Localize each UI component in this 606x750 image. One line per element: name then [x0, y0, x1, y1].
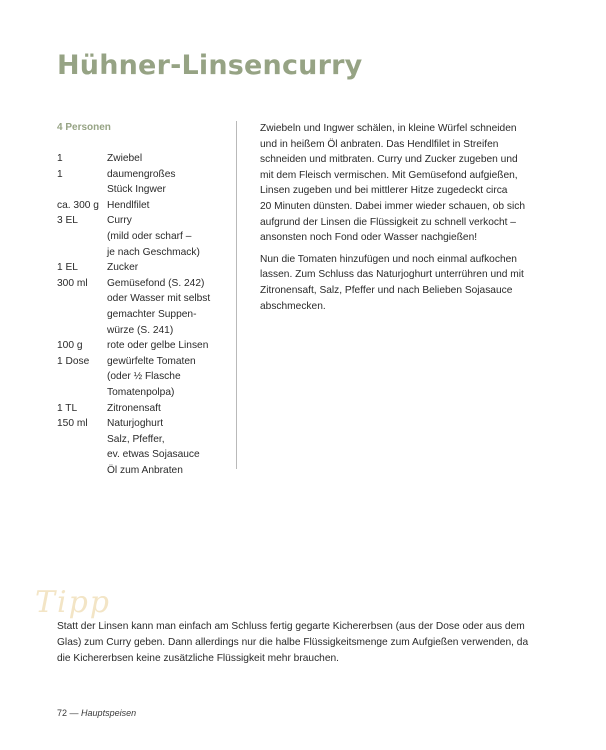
- ingredient-name: [107, 151, 232, 167]
- ingredient-name: [107, 276, 232, 338]
- ingredient-quantity: [57, 463, 107, 479]
- ingredient-name: [107, 167, 232, 198]
- ingredient-row: [57, 432, 232, 448]
- instruction-line: 20 Minuten dünsten. Dabei immer wieder schauen, ob sich: [260, 200, 526, 212]
- ingredient-quantity: 1: [57, 153, 63, 164]
- servings-label: 4 Personen: [57, 122, 111, 133]
- ingredient-text-line: daumengroßes: [107, 168, 176, 180]
- ingredient-text-line: würze (S. 241): [107, 324, 174, 336]
- ingredient-text-line: je nach Geschmack): [107, 246, 200, 258]
- ingredient-row: [57, 463, 232, 479]
- instruction-line: mit dem Fleisch vermischen. Mit Gemüsefond aufgießen,: [260, 169, 518, 181]
- ingredient-quantity: 1: [57, 168, 63, 180]
- instruction-paragraph: [260, 252, 560, 314]
- ingredient-text-line: Stück Ingwer: [107, 184, 166, 196]
- instruction-line: Linsen zugeben und bei mittlerer Hitze zugedeckt circa: [260, 185, 508, 197]
- page-footer: [57, 708, 136, 718]
- ingredient-text-line: Salz, Pfeffer,: [107, 433, 165, 445]
- ingredient-text-line: Gemüsefond (S. 242): [107, 277, 205, 289]
- ingredient-text-line: Zwiebel: [107, 153, 143, 164]
- ingredient-name: [107, 213, 232, 260]
- ingredient-text-line: Tomatenpolpa): [107, 386, 175, 398]
- ingredient-text-line: Zitronensaft: [107, 402, 161, 414]
- ingredient-text-line: oder Wasser mit selbst: [107, 293, 211, 305]
- ingredient-name: [107, 354, 232, 401]
- ingredient-name: [107, 447, 232, 463]
- ingredient-name: [107, 463, 232, 479]
- ingredient-text-line: gemachter Suppen-: [107, 308, 197, 320]
- recipe-title: Hühner-Linsencurry: [57, 50, 363, 81]
- ingredient-row: [57, 213, 232, 260]
- ingredient-row: [57, 354, 232, 401]
- ingredient-row: [57, 167, 232, 198]
- ingredient-name: [107, 416, 232, 432]
- ingredient-text-line: Curry: [107, 215, 132, 227]
- instruction-line: und in heißem Öl anbraten. Das Hendlfilet in Streifen: [260, 138, 499, 150]
- ingredient-row: [57, 198, 232, 214]
- ingredient-name: [107, 338, 232, 354]
- column-divider: [236, 121, 237, 469]
- ingredient-quantity: [57, 432, 107, 448]
- ingredient-row: [57, 151, 232, 167]
- instruction-line: aufgrund der Linsen die Flüssigkeit zu schnell verkocht –: [260, 216, 516, 228]
- ingredient-row: [57, 401, 232, 417]
- ingredient-text-line: rote oder gelbe Linsen: [107, 340, 209, 352]
- ingredient-text-line: Naturjoghurt: [107, 418, 164, 430]
- ingredient-name: [107, 401, 232, 417]
- instruction-line: schneiden und mitbraten. Curry und Zucker zugeben und: [260, 154, 518, 166]
- ingredient-text-line: Hendlfilet: [107, 199, 150, 211]
- ingredient-name: [107, 432, 232, 448]
- tip-text: [57, 619, 567, 667]
- ingredient-quantity: 150 ml: [57, 418, 88, 430]
- instruction-line: Zwiebeln und Ingwer schälen, in kleine Würfel schneiden: [260, 123, 517, 134]
- ingredient-quantity: 1 TL: [57, 402, 78, 414]
- section-name: Hauptspeisen: [81, 708, 137, 718]
- ingredient-quantity: [57, 447, 107, 463]
- ingredient-quantity: ca. 300 g: [57, 199, 99, 211]
- ingredient-row: [57, 416, 232, 432]
- ingredient-text-line: gewürfelte Tomaten: [107, 355, 196, 367]
- instruction-line: Nun die Tomaten hinzufügen und noch einmal aufkochen: [260, 253, 517, 265]
- tip-line: Glas) zum Curry geben. Dann allerdings nur die halbe Flüssigkeitsmenge zum Aufgießen verwenden, da: [57, 637, 529, 648]
- instruction-line: Zitronensaft, Salz, Pfeffer und nach Belieben Sojasauce: [260, 284, 513, 296]
- ingredient-row: [57, 447, 232, 463]
- ingredient-text-line: (mild oder scharf –: [107, 230, 192, 242]
- ingredient-name: [107, 260, 232, 276]
- ingredient-text-line: Zucker: [107, 262, 139, 274]
- instruction-line: ansonsten noch Fond oder Wasser nachgießen!: [260, 232, 478, 244]
- instruction-paragraph: [260, 121, 560, 246]
- ingredient-text-line: Öl zum Anbraten: [107, 464, 183, 476]
- ingredient-quantity: 100 g: [57, 340, 83, 352]
- ingredient-row: [57, 338, 232, 354]
- ingredient-row: [57, 260, 232, 276]
- instructions-text: [260, 121, 560, 320]
- ingredient-text-line: (oder ½ Flasche: [107, 371, 181, 383]
- ingredient-quantity: 1 Dose: [57, 355, 90, 367]
- ingredient-row: [57, 276, 232, 338]
- ingredient-quantity: 3 EL: [57, 215, 78, 227]
- footer-separator: —: [69, 708, 79, 718]
- instruction-line: lassen. Zum Schluss das Naturjoghurt unterrühren und mit: [260, 269, 524, 281]
- ingredient-list: [57, 151, 232, 478]
- tip-line: die Kichererbsen keine zusätzliche Flüssigkeit mehr brauchen.: [57, 653, 339, 664]
- tip-line: Statt der Linsen kann man einfach am Schluss fertig gegarte Kichererbsen (aus der Dose oder aus dem: [57, 621, 525, 632]
- ingredient-quantity: 300 ml: [57, 277, 88, 289]
- instruction-line: abschmecken.: [260, 300, 326, 312]
- page-number: 72: [57, 708, 68, 718]
- ingredient-quantity: 1 EL: [57, 262, 78, 274]
- ingredient-text-line: ev. etwas Sojasauce: [107, 449, 200, 461]
- ingredient-name: [107, 198, 232, 214]
- tip-label: Tipp: [35, 585, 112, 620]
